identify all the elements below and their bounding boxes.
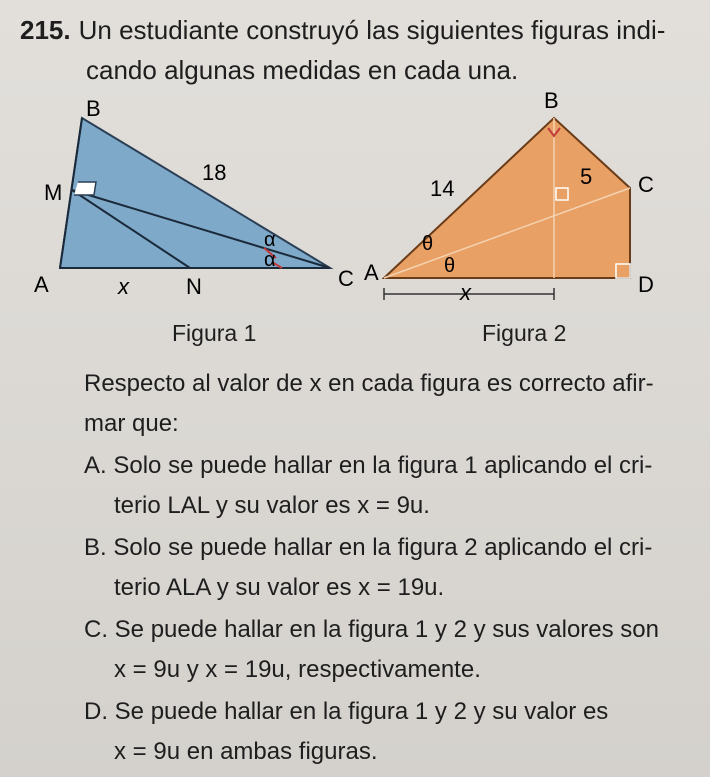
label-18: 18 <box>202 160 227 185</box>
problem-number: 215. <box>20 15 71 45</box>
question-line-1: Respecto al valor de x en cada figura es correcto afir- <box>84 370 654 397</box>
label-alpha-1: α <box>264 229 276 251</box>
statement-line-1: Un estudiante construyó las siguientes figuras indi- <box>78 15 666 45</box>
label-5: 5 <box>580 164 593 189</box>
label-a-fig2: A <box>364 260 379 285</box>
question-text <box>84 364 694 444</box>
option-c-letter: C. <box>84 616 108 643</box>
label-theta-2: θ <box>444 255 456 277</box>
option-b[interactable] <box>84 528 696 608</box>
label-n: N <box>186 274 202 299</box>
option-b-line-1: Solo se puede hallar en la figura 2 aplicando el cri- <box>113 534 653 561</box>
label-x-fig1: x <box>118 274 129 299</box>
option-b-line-2: terio ALA y su valor es x = 19u. <box>114 574 445 601</box>
triangle-abc-fig1 <box>60 118 330 268</box>
label-m: M <box>44 180 63 205</box>
option-a-line-2: terio LAL y su valor es x = 9u. <box>114 492 430 519</box>
option-c[interactable] <box>84 610 696 690</box>
option-d-line-2: x = 9u en ambas figuras. <box>114 738 378 765</box>
label-alpha-2: α <box>264 249 276 271</box>
option-a[interactable] <box>84 446 696 526</box>
option-a-letter: A. <box>84 452 107 479</box>
label-theta-1: θ <box>422 233 434 255</box>
question-line-2: mar que: <box>84 410 179 437</box>
option-d-line-1: Se puede hallar en la figura 1 y 2 y su valor es <box>114 698 609 725</box>
label-a-fig1: A <box>34 272 49 297</box>
label-c-fig1: C <box>338 266 354 291</box>
option-b-letter: B. <box>84 534 107 561</box>
option-d-letter: D. <box>84 698 108 725</box>
label-d: D <box>638 272 654 297</box>
caption-figure-1: Figura 1 <box>172 320 257 346</box>
option-a-line-1: Solo se puede hallar en la figura 1 aplicando el cri- <box>113 452 653 479</box>
label-x-fig2: x <box>460 280 471 305</box>
label-b-fig2: B <box>544 88 559 113</box>
statement-line-2: cando algunas medidas en cada una. <box>86 55 519 85</box>
caption-figure-2: Figura 2 <box>482 320 567 346</box>
figure-2 <box>364 88 654 305</box>
label-14: 14 <box>430 176 455 201</box>
label-c-fig2: C <box>638 172 654 197</box>
option-d[interactable] <box>84 692 696 772</box>
option-c-line-2: x = 9u y x = 19u, respectivamente. <box>114 656 481 683</box>
option-c-line-1: Se puede hallar en la figura 1 y 2 y sus valores son <box>114 616 659 643</box>
problem-statement <box>20 10 692 90</box>
quadrilateral-abcd <box>384 118 630 278</box>
figures-area <box>0 80 710 350</box>
figure-1 <box>34 96 354 299</box>
label-b-fig1: B <box>86 96 101 121</box>
